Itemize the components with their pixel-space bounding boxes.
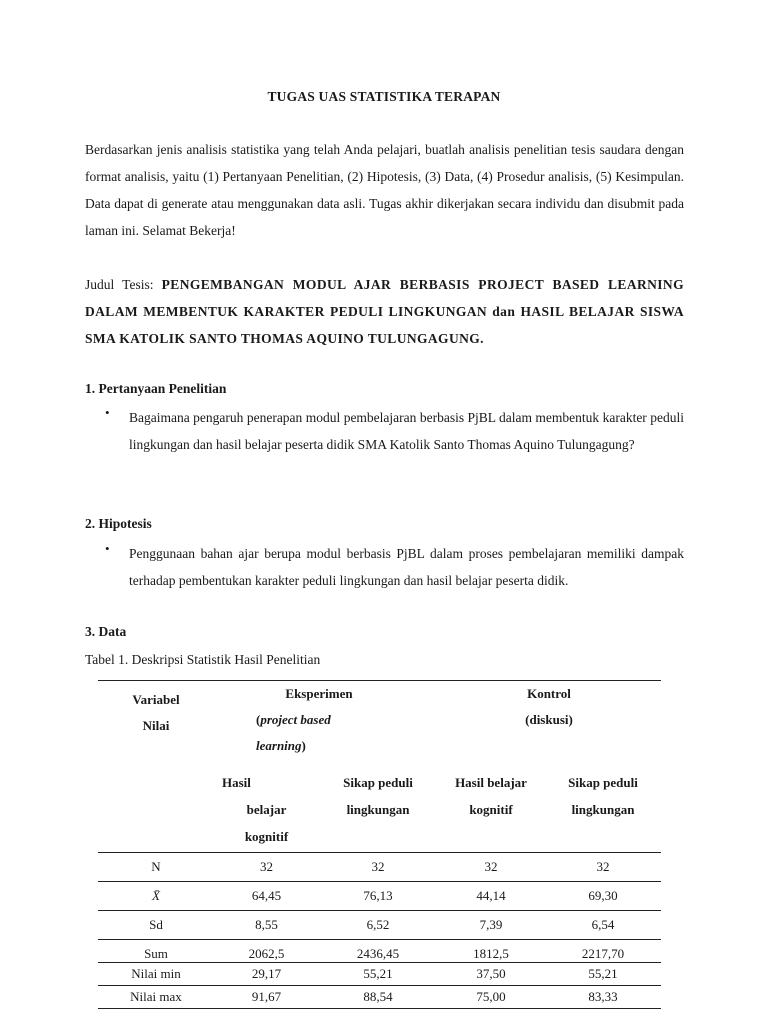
table-row — [98, 940, 661, 963]
cell-value: 83,33 — [588, 989, 618, 1004]
cell-value: 76,13 — [363, 888, 393, 903]
cell-value: 55,21 — [363, 966, 393, 981]
section-heading-pertanyaan: 1. Pertanyaan Penelitian — [85, 381, 227, 396]
cell-value: 64,45 — [251, 888, 282, 903]
cell-value: 2436,45 — [356, 946, 400, 961]
subheader-hasil-belajar-kontrol: Hasil belajar kognitif — [455, 775, 527, 817]
row-label: Nilai min — [131, 966, 181, 981]
pertanyaan-text: Bagaimana pengaruh penerapan modul pembelajaran berbasis PjBL dalam membentuk karakter peduli lingkungan dan hasil belajar peserta didik SMA Katolik Santo Thomas Aquino Tulungagung? — [129, 410, 684, 452]
row-label: Nilai max — [130, 989, 182, 1004]
cell-value: 44,14 — [476, 888, 506, 903]
bullet-icon: • — [105, 405, 110, 420]
subheader-sikap-eksperimen: Sikap peduli lingkungan — [343, 775, 413, 817]
cell-value: 29,17 — [251, 966, 282, 981]
bullet-icon: • — [105, 541, 110, 556]
statistics-table — [98, 680, 661, 1009]
thesis-title-paragraph — [85, 271, 684, 352]
cell-value: 32 — [260, 859, 273, 874]
section-heading-data: 3. Data — [85, 624, 127, 639]
table-row — [98, 853, 661, 882]
cell-value: 7,39 — [479, 917, 503, 932]
document-title: TUGAS UAS STATISTIKA TERAPAN — [267, 89, 501, 104]
hipotesis-text: Penggunaan bahan ajar berupa modul berbasis PjBL dalam proses pembelajaran memiliki dampak terhadap pembentukan karakter peduli lingkungan dan hasil belajar peserta didik. — [129, 546, 684, 588]
table-row — [98, 986, 661, 1009]
cell-value: 1812,5 — [473, 946, 509, 961]
header-kontrol: Kontrol (diskusi) — [525, 686, 573, 727]
cell-value: 2062,5 — [248, 946, 285, 961]
cell-value: 32 — [484, 859, 498, 874]
cell-value: 55,21 — [588, 966, 618, 981]
cell-value: 32 — [371, 859, 385, 874]
header-eksperimen: Eksperimen (project based learning) — [256, 686, 353, 753]
row-label: X̄ — [152, 888, 160, 903]
cell-value: 88,54 — [363, 989, 393, 1004]
row-label: Sd — [149, 917, 163, 932]
thesis-title-text: PENGEMBANGAN MODUL AJAR BERBASIS PROJECT BASED LEARNING DALAM MEMBENTUK KARAKTER PEDULI LINGKUNGAN dan HASIL BELAJAR SISWA SMA KATOLIK SANTO THOMAS AQUINO TULUNGAGUNG. — [85, 277, 684, 346]
row-label: Sum — [144, 946, 168, 961]
cell-value: 69,30 — [588, 888, 618, 903]
table-row — [98, 911, 661, 940]
row-label: N — [151, 859, 161, 874]
cell-value: 8,55 — [255, 917, 278, 932]
thesis-title-label: Judul Tesis: — [85, 277, 162, 292]
cell-value: 6,52 — [366, 917, 390, 932]
section-heading-hipotesis: 2. Hipotesis — [85, 516, 152, 531]
table-row — [98, 963, 661, 986]
cell-value: 75,00 — [476, 989, 506, 1004]
cell-value: 37,50 — [476, 966, 506, 981]
cell-value: 32 — [596, 859, 610, 874]
intro-paragraph: Berdasarkan jenis analisis statistika yang telah Anda pelajari, buatlah analisis penelitian tesis saudara dengan format analisis, yaitu (1) Pertanyaan Penelitian, (2) Hipotesis, (3) Data, (4) Prosedur analisis, (5) Kesimpulan. Data dapat di generate atau menggunakan data asli. Tugas akhir dikerjakan secara individu dan disubmit pada laman ini. Selamat Bekerja! — [85, 142, 684, 238]
subheader-sikap-kontrol: Sikap peduli lingkungan — [568, 775, 638, 817]
cell-value: 6,54 — [591, 917, 615, 932]
cell-value: 2217,70 — [581, 946, 625, 961]
subheader-hasil-belajar-eksperimen: Hasil belajar kognitif — [222, 775, 289, 844]
cell-value: 91,67 — [251, 989, 282, 1004]
header-variabel: Variabel Nilai — [132, 692, 180, 733]
table-caption: Tabel 1. Deskripsi Statistik Hasil Penelitian — [85, 652, 321, 667]
table-row — [98, 882, 661, 911]
